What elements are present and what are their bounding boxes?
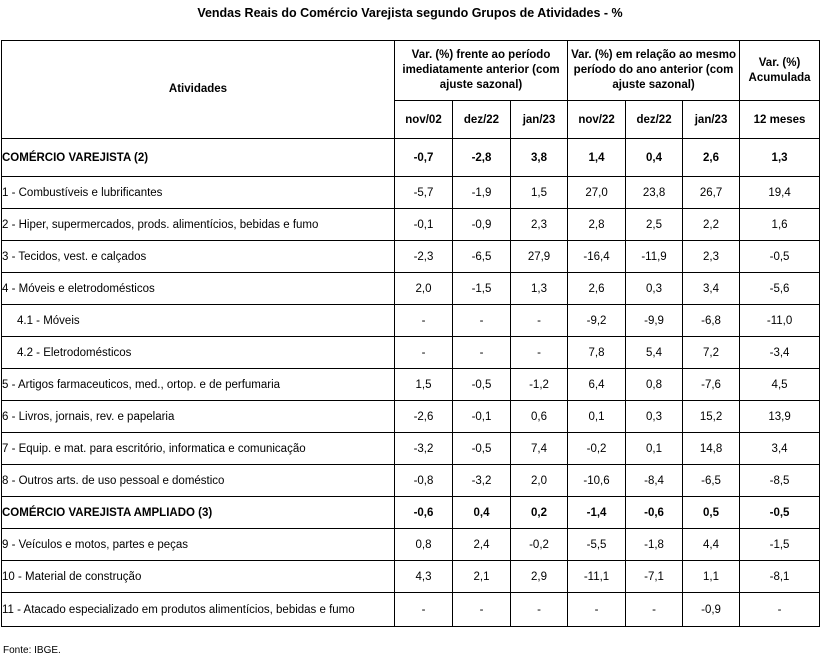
value-cell: 0,3 — [626, 273, 683, 305]
table-row — [2, 305, 820, 337]
value-cell: -1,5 — [453, 273, 511, 305]
activity-label: COMÉRCIO VAREJISTA AMPLIADO (3) — [2, 497, 395, 529]
activity-label: 6 - Livros, jornais, rev. e papelaria — [2, 401, 395, 433]
activity-label: 4.1 - Móveis — [2, 305, 395, 337]
table-row — [2, 139, 820, 177]
table-body — [2, 139, 820, 627]
value-cell: 1,3 — [511, 273, 568, 305]
value-cell: 7,8 — [568, 337, 626, 369]
value-cell: -1,4 — [568, 497, 626, 529]
activity-label: 10 - Material de construção — [2, 561, 395, 593]
value-cell: 26,7 — [683, 177, 740, 209]
period-header: jan/23 — [683, 101, 740, 139]
value-cell: -0,9 — [683, 593, 740, 627]
activity-label: 2 - Hiper, supermercados, prods. alimentícios, bebidas e fumo — [2, 209, 395, 241]
value-cell: -5,5 — [568, 529, 626, 561]
activity-label: 9 - Veículos e motos, partes e peças — [2, 529, 395, 561]
value-cell: 27,0 — [568, 177, 626, 209]
value-cell: -5,7 — [395, 177, 453, 209]
value-cell: -3,2 — [453, 465, 511, 497]
value-cell: -0,1 — [453, 401, 511, 433]
table-row — [2, 241, 820, 273]
value-cell: -8,1 — [740, 561, 820, 593]
source-note: Fonte: IBGE. — [3, 645, 61, 656]
value-cell: 4,5 — [740, 369, 820, 401]
value-cell: - — [453, 593, 511, 627]
period-header: nov/22 — [568, 101, 626, 139]
table-row — [2, 273, 820, 305]
value-cell: 1,4 — [568, 139, 626, 177]
value-cell: -8,4 — [626, 465, 683, 497]
value-cell: -9,9 — [626, 305, 683, 337]
group-header-previous-period: Var. (%) frente ao período imediatamente anterior (com ajuste sazonal) — [395, 41, 568, 101]
value-cell: - — [395, 337, 453, 369]
value-cell: -0,5 — [740, 497, 820, 529]
period-header: 12 meses — [740, 101, 820, 139]
value-cell: -6,5 — [683, 465, 740, 497]
value-cell: 7,2 — [683, 337, 740, 369]
value-cell: 4,4 — [683, 529, 740, 561]
value-cell: 6,4 — [568, 369, 626, 401]
activity-label: 5 - Artigos farmaceuticos, med., ortop. e de perfumaria — [2, 369, 395, 401]
value-cell: 5,4 — [626, 337, 683, 369]
value-cell: - — [626, 593, 683, 627]
value-cell: -0,2 — [511, 529, 568, 561]
value-cell: -0,1 — [395, 209, 453, 241]
value-cell: -7,1 — [626, 561, 683, 593]
value-cell: 0,8 — [395, 529, 453, 561]
value-cell: -0,9 — [453, 209, 511, 241]
value-cell: 2,4 — [453, 529, 511, 561]
value-cell: -10,6 — [568, 465, 626, 497]
period-header: nov/02 — [395, 101, 453, 139]
table-row — [2, 593, 820, 627]
activity-label: 4 - Móveis e eletrodomésticos — [2, 273, 395, 305]
value-cell: 0,2 — [511, 497, 568, 529]
value-cell: -0,2 — [568, 433, 626, 465]
value-cell: -0,6 — [395, 497, 453, 529]
value-cell: 4,3 — [395, 561, 453, 593]
value-cell: 0,4 — [453, 497, 511, 529]
value-cell: -6,8 — [683, 305, 740, 337]
value-cell: -0,5 — [453, 433, 511, 465]
value-cell: 0,8 — [626, 369, 683, 401]
value-cell: 13,9 — [740, 401, 820, 433]
value-cell: 0,1 — [626, 433, 683, 465]
value-cell: 2,6 — [683, 139, 740, 177]
period-header: dez/22 — [453, 101, 511, 139]
value-cell: 0,1 — [568, 401, 626, 433]
value-cell: 2,6 — [568, 273, 626, 305]
value-cell: 15,2 — [683, 401, 740, 433]
table-row — [2, 401, 820, 433]
table-row — [2, 465, 820, 497]
value-cell: 2,3 — [511, 209, 568, 241]
table-title: Vendas Reais do Comércio Varejista segundo Grupos de Atividades - % — [197, 6, 623, 20]
value-cell: -9,2 — [568, 305, 626, 337]
value-cell: -2,6 — [395, 401, 453, 433]
value-cell: -1,8 — [626, 529, 683, 561]
value-cell: -5,6 — [740, 273, 820, 305]
value-cell: - — [453, 337, 511, 369]
value-cell: -2,8 — [453, 139, 511, 177]
value-cell: 1,3 — [740, 139, 820, 177]
table-row — [2, 337, 820, 369]
value-cell: 23,8 — [626, 177, 683, 209]
activity-label: 4.2 - Eletrodomésticos — [2, 337, 395, 369]
value-cell: -1,9 — [453, 177, 511, 209]
value-cell: -0,7 — [395, 139, 453, 177]
value-cell: 0,6 — [511, 401, 568, 433]
value-cell: 2,5 — [626, 209, 683, 241]
value-cell: -2,3 — [395, 241, 453, 273]
period-header: dez/22 — [626, 101, 683, 139]
table-row — [2, 561, 820, 593]
value-cell: 3,4 — [740, 433, 820, 465]
value-cell: - — [395, 593, 453, 627]
value-cell: -1,2 — [511, 369, 568, 401]
table-row — [2, 177, 820, 209]
activity-label: 7 - Equip. e mat. para escritório, informatica e comunicação — [2, 433, 395, 465]
value-cell: 2,8 — [568, 209, 626, 241]
value-cell: -0,5 — [740, 241, 820, 273]
value-cell: 1,5 — [395, 369, 453, 401]
value-cell: 0,5 — [683, 497, 740, 529]
value-cell: 2,0 — [395, 273, 453, 305]
value-cell: -6,5 — [453, 241, 511, 273]
value-cell: -3,2 — [395, 433, 453, 465]
value-cell: 2,0 — [511, 465, 568, 497]
table-row — [2, 369, 820, 401]
value-cell: -0,5 — [453, 369, 511, 401]
table-row — [2, 209, 820, 241]
value-cell: -11,0 — [740, 305, 820, 337]
value-cell: - — [511, 305, 568, 337]
value-cell: -3,4 — [740, 337, 820, 369]
activity-label: 11 - Atacado especializado em produtos alimentícios, bebidas e fumo — [2, 593, 395, 627]
value-cell: 2,3 — [683, 241, 740, 273]
value-cell: 14,8 — [683, 433, 740, 465]
value-cell: 19,4 — [740, 177, 820, 209]
value-cell: - — [740, 593, 820, 627]
value-cell: 3,4 — [683, 273, 740, 305]
value-cell: 2,9 — [511, 561, 568, 593]
group-header-accumulated: Var. (%) Acumulada — [740, 41, 820, 101]
period-header: jan/23 — [511, 101, 568, 139]
value-cell: 1,5 — [511, 177, 568, 209]
table-row — [2, 497, 820, 529]
value-cell: - — [453, 305, 511, 337]
value-cell: -16,4 — [568, 241, 626, 273]
group-header-same-period-last-year: Var. (%) em relação ao mesmo período do ano anterior (com ajuste sazonal) — [568, 41, 740, 101]
table-row — [2, 433, 820, 465]
value-cell: - — [568, 593, 626, 627]
value-cell: -0,8 — [395, 465, 453, 497]
activities-header: Atividades — [2, 41, 395, 139]
activity-label: 1 - Combustíveis e lubrificantes — [2, 177, 395, 209]
value-cell: 2,2 — [683, 209, 740, 241]
value-cell: 1,6 — [740, 209, 820, 241]
value-cell: 0,4 — [626, 139, 683, 177]
activity-label: 8 - Outros arts. de uso pessoal e doméstico — [2, 465, 395, 497]
value-cell: 3,8 — [511, 139, 568, 177]
value-cell: 2,1 — [453, 561, 511, 593]
value-cell: 7,4 — [511, 433, 568, 465]
value-cell: 0,3 — [626, 401, 683, 433]
value-cell: -11,9 — [626, 241, 683, 273]
value-cell: - — [395, 305, 453, 337]
value-cell: - — [511, 337, 568, 369]
value-cell: 27,9 — [511, 241, 568, 273]
activity-label: 3 - Tecidos, vest. e calçados — [2, 241, 395, 273]
value-cell: -0,6 — [626, 497, 683, 529]
value-cell: 1,1 — [683, 561, 740, 593]
value-cell: -8,5 — [740, 465, 820, 497]
table-row — [2, 529, 820, 561]
value-cell: -1,5 — [740, 529, 820, 561]
activities-table — [1, 40, 820, 627]
value-cell: - — [511, 593, 568, 627]
activity-label: COMÉRCIO VAREJISTA (2) — [2, 139, 395, 177]
value-cell: -7,6 — [683, 369, 740, 401]
value-cell: -11,1 — [568, 561, 626, 593]
